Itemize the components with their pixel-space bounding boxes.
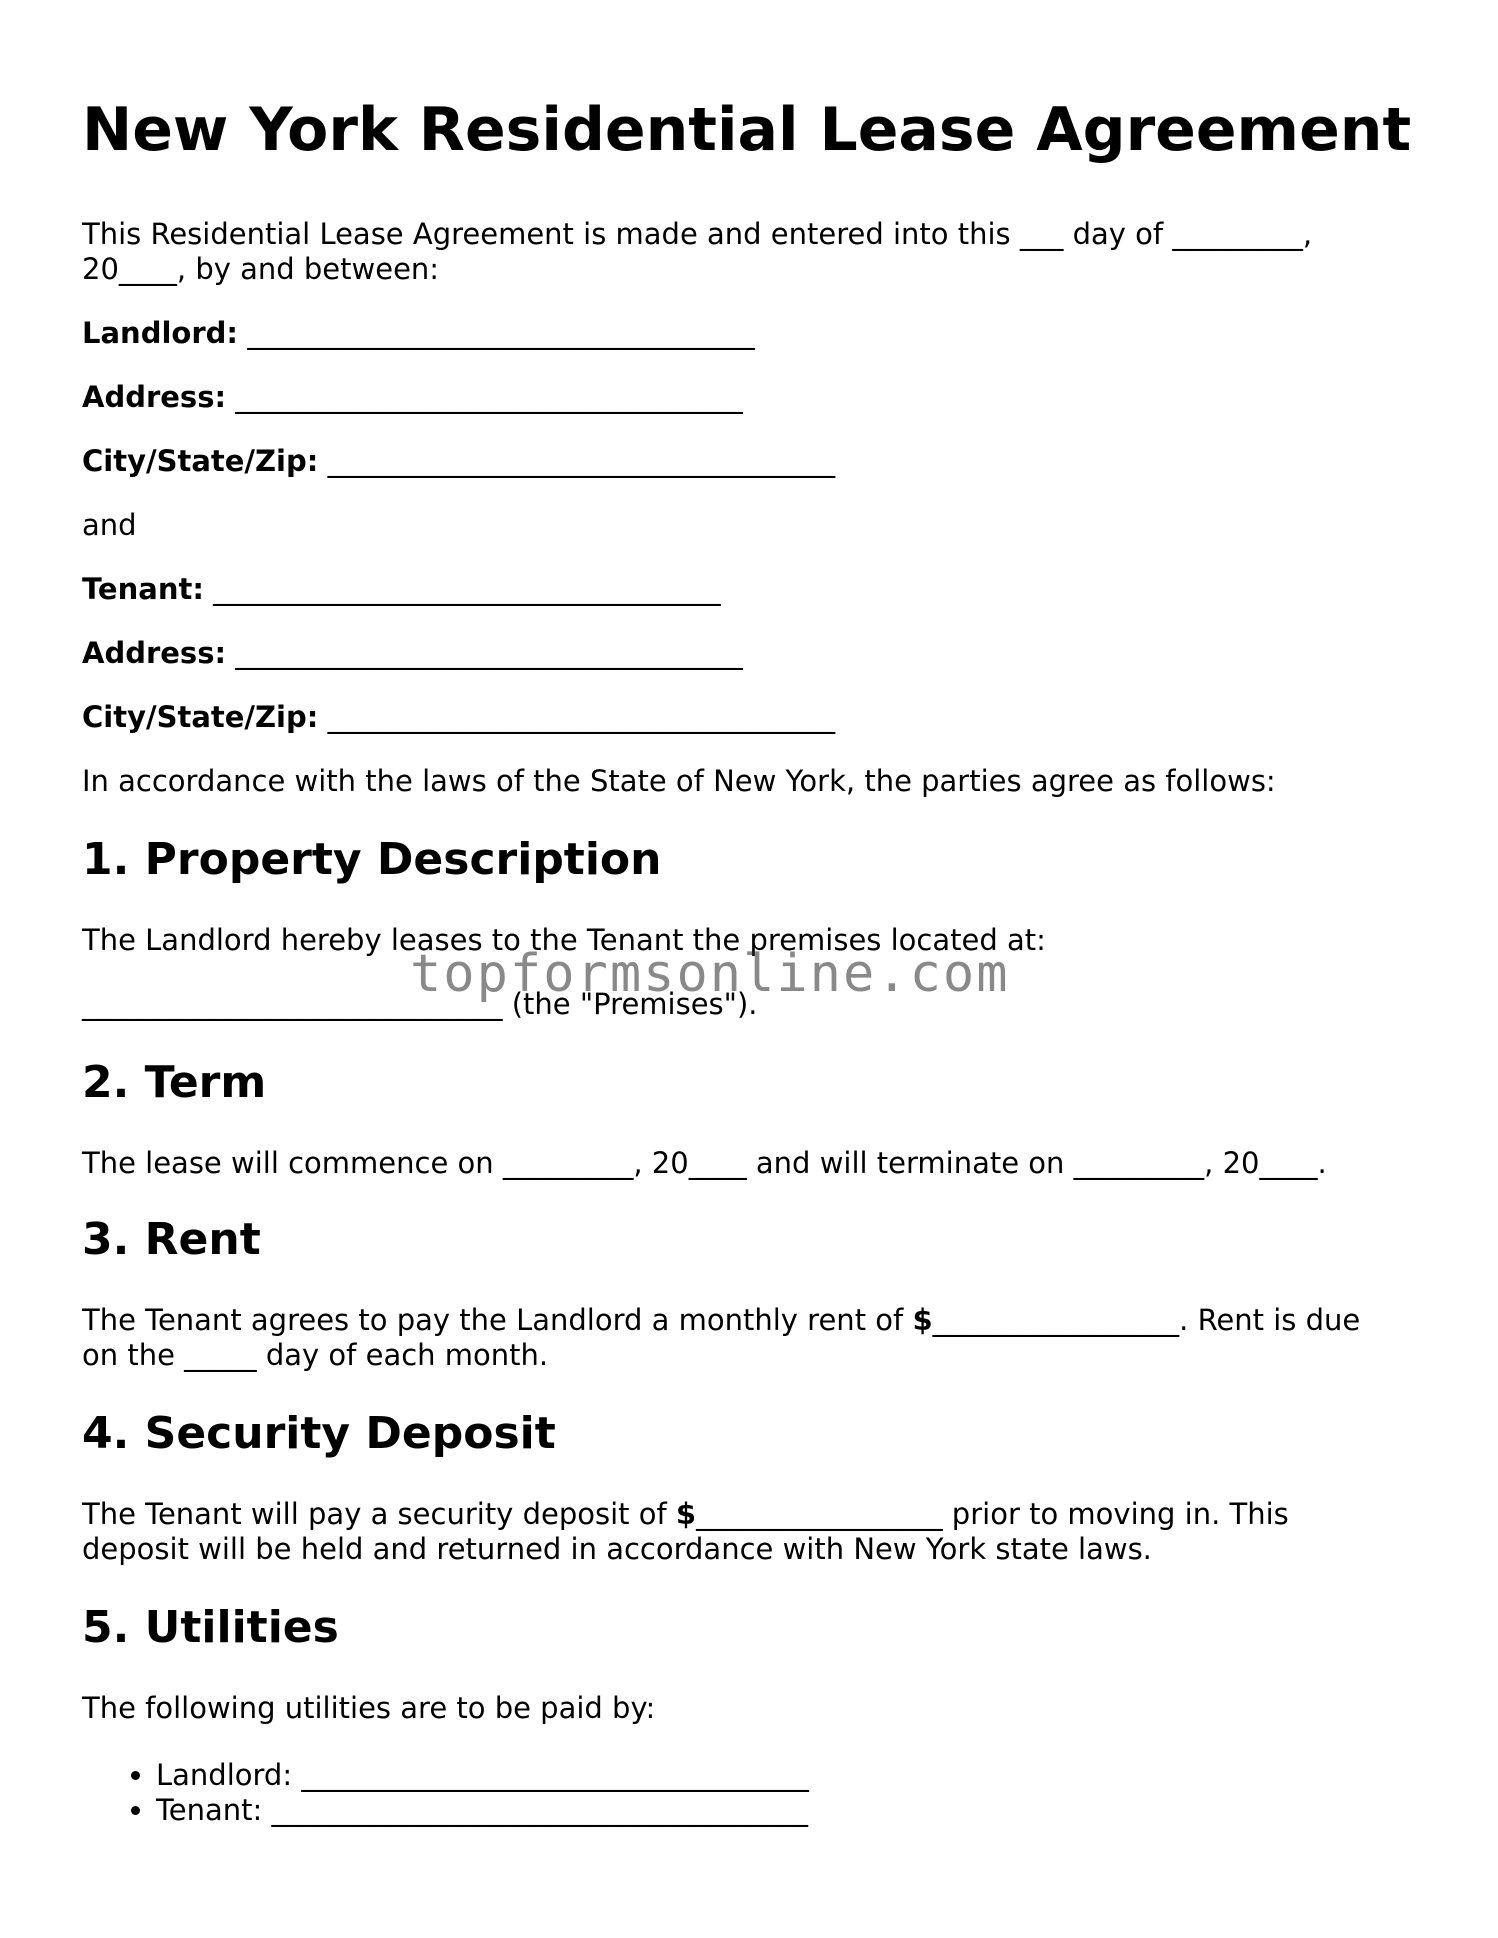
- tenant-name-blank: ___________________________________: [203, 572, 721, 606]
- intro-line-2: 20____, by and between:: [82, 252, 440, 286]
- tenant-name-label: Tenant:: [82, 572, 204, 606]
- landlord-address-blank: ___________________________________: [226, 380, 743, 414]
- property-line-1: The Landlord hereby leases to the Tenant the premises located at:: [82, 923, 1046, 957]
- tenant-city-blank: ___________________________________: [318, 700, 836, 734]
- section-deposit-heading: 4. Security Deposit: [82, 1408, 556, 1459]
- landlord-name-label: Landlord:: [82, 316, 238, 350]
- tenant-name-field[interactable]: [82, 572, 721, 607]
- landlord-address-label: Address:: [82, 380, 227, 414]
- document-title: New York Residential Lease Agreement: [82, 95, 1412, 165]
- section-term-heading: 2. Term: [82, 1057, 267, 1108]
- section-property-heading: 1. Property Description: [82, 834, 662, 885]
- tenant-address-blank: ___________________________________: [226, 636, 743, 670]
- landlord-name-blank: ___________________________________: [237, 316, 755, 350]
- section-utilities-heading: 5. Utilities: [82, 1602, 339, 1653]
- utilities-intro: The following utilities are to be paid by:: [82, 1691, 656, 1725]
- landlord-name-field[interactable]: [82, 316, 755, 351]
- accordance-text: In accordance with the laws of the State of New York, the parties agree as follows:: [82, 764, 1276, 798]
- tenant-address-label: Address:: [82, 636, 227, 670]
- term-line[interactable]: The lease will commence on _________, 20____ and will terminate on _________, 20____.: [82, 1146, 1327, 1180]
- rent-text-after: _________________. Rent is due: [932, 1303, 1361, 1337]
- deposit-line-2: deposit will be held and returned in accordance with New York state laws.: [82, 1532, 1152, 1566]
- watermark-text: topformsonline.com: [410, 944, 1010, 1004]
- utilities-tenant-item[interactable]: • Tenant: _____________________________________: [156, 1793, 809, 1828]
- landlord-city-field[interactable]: [82, 444, 835, 479]
- rent-line-1[interactable]: [82, 1303, 1360, 1338]
- deposit-line-1[interactable]: [82, 1497, 1289, 1532]
- rent-dollar-sign: $: [912, 1303, 933, 1337]
- tenant-city-field[interactable]: [82, 700, 835, 735]
- utilities-list: [82, 1758, 809, 1828]
- landlord-city-label: City/State/Zip:: [82, 444, 319, 478]
- landlord-address-field[interactable]: [82, 380, 743, 415]
- rent-text-before: The Tenant agrees to pay the Landlord a monthly rent of: [82, 1303, 913, 1337]
- rent-line-2[interactable]: on the _____ day of each month.: [82, 1338, 549, 1372]
- deposit-dollar-sign: $: [675, 1497, 697, 1531]
- tenant-address-field[interactable]: [82, 636, 743, 671]
- intro-line-1: This Residential Lease Agreement is made and entered into this ___ day of _________,: [82, 217, 1313, 251]
- and-text: and: [82, 508, 137, 542]
- section-rent-heading: 3. Rent: [82, 1214, 261, 1265]
- deposit-text-after: _________________ prior to moving in. This: [696, 1497, 1289, 1531]
- property-line-2[interactable]: _____________________________ (the "Premises").: [82, 987, 758, 1021]
- landlord-city-blank: ___________________________________: [318, 444, 836, 478]
- tenant-city-label: City/State/Zip:: [82, 700, 319, 734]
- deposit-text-before: The Tenant will pay a security deposit of: [82, 1497, 676, 1531]
- utilities-landlord-item[interactable]: • Landlord: ___________________________________: [156, 1758, 809, 1793]
